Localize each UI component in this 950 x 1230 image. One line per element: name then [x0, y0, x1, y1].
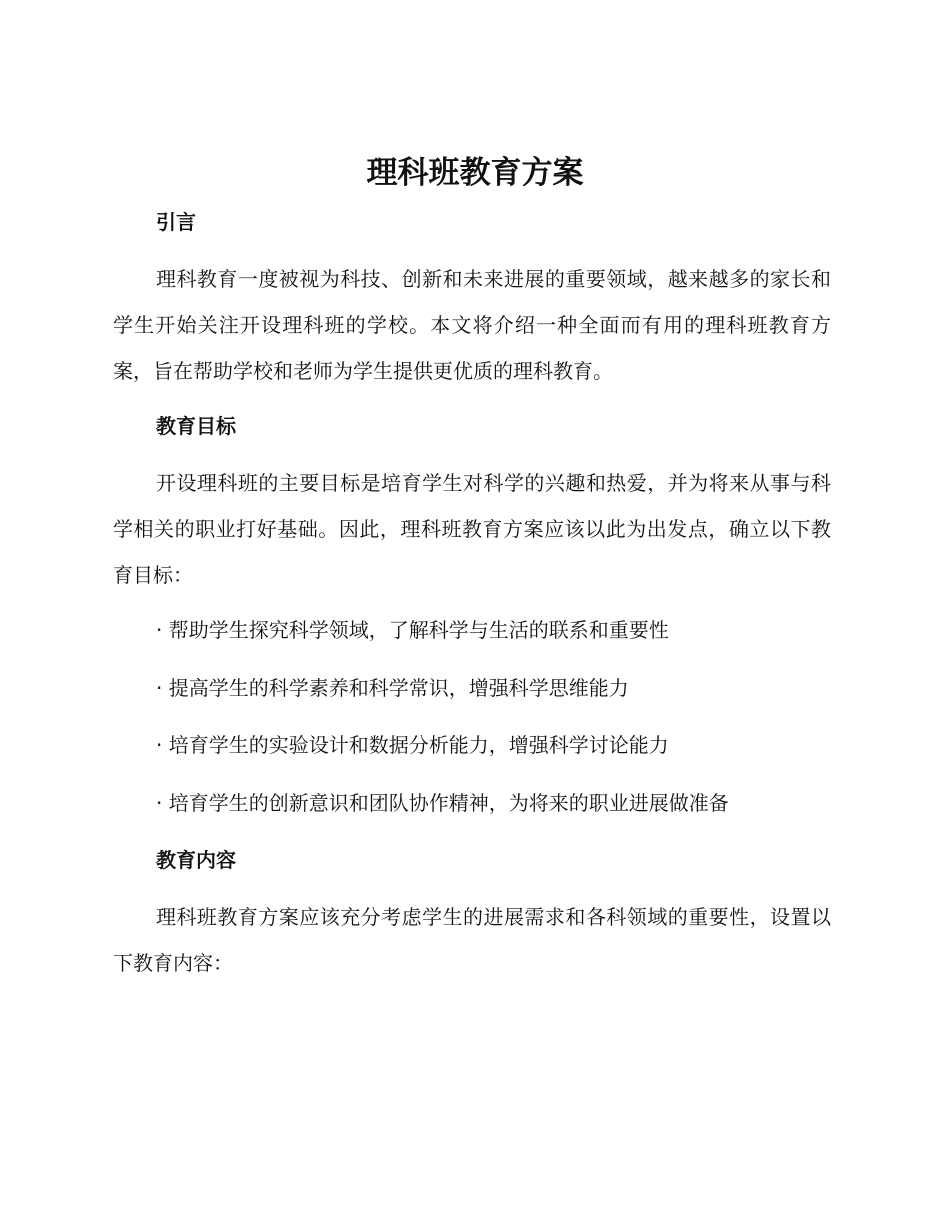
section-heading-intro: 引言 [156, 210, 196, 234]
goal-bullet-item: · 培育学生的实验设计和数据分析能力，增强科学讨论能力 [156, 733, 669, 757]
goal-bullet-item: · 培育学生的创新意识和团队协作精神，为将来的职业进展做准备 [156, 791, 729, 815]
section-paragraph-content: 理科班教育方案应该充分考虑学生的进展需求和各科领域的重要性，设置以下教育内容： [113, 905, 831, 975]
section-paragraph-intro: 理科教育一度被视为科技、创新和未来进展的重要领域，越来越多的家长和学生开始关注开设理科班的学校。本文将介绍一种全面而有用的理科班教育方案，旨在帮助学校和老师为学生提供更优质的理科教育。 [113, 267, 831, 383]
goal-bullet-item: · 提高学生的科学素养和科学常识，增强科学思维能力 [156, 676, 629, 700]
section-paragraph-goals: 开设理科班的主要目标是培育学生对科学的兴趣和热爱，并为将来从事与科学相关的职业打好基础。因此，理科班教育方案应该以此为出发点，确立以下教育目标： [113, 471, 831, 587]
goal-bullet-item: · 帮助学生探究科学领域，了解科学与生活的联系和重要性 [156, 618, 669, 642]
document-title: 理科班教育方案 [366, 155, 584, 191]
section-heading-goals: 教育目标 [156, 414, 236, 438]
section-heading-content: 教育内容 [156, 848, 236, 872]
